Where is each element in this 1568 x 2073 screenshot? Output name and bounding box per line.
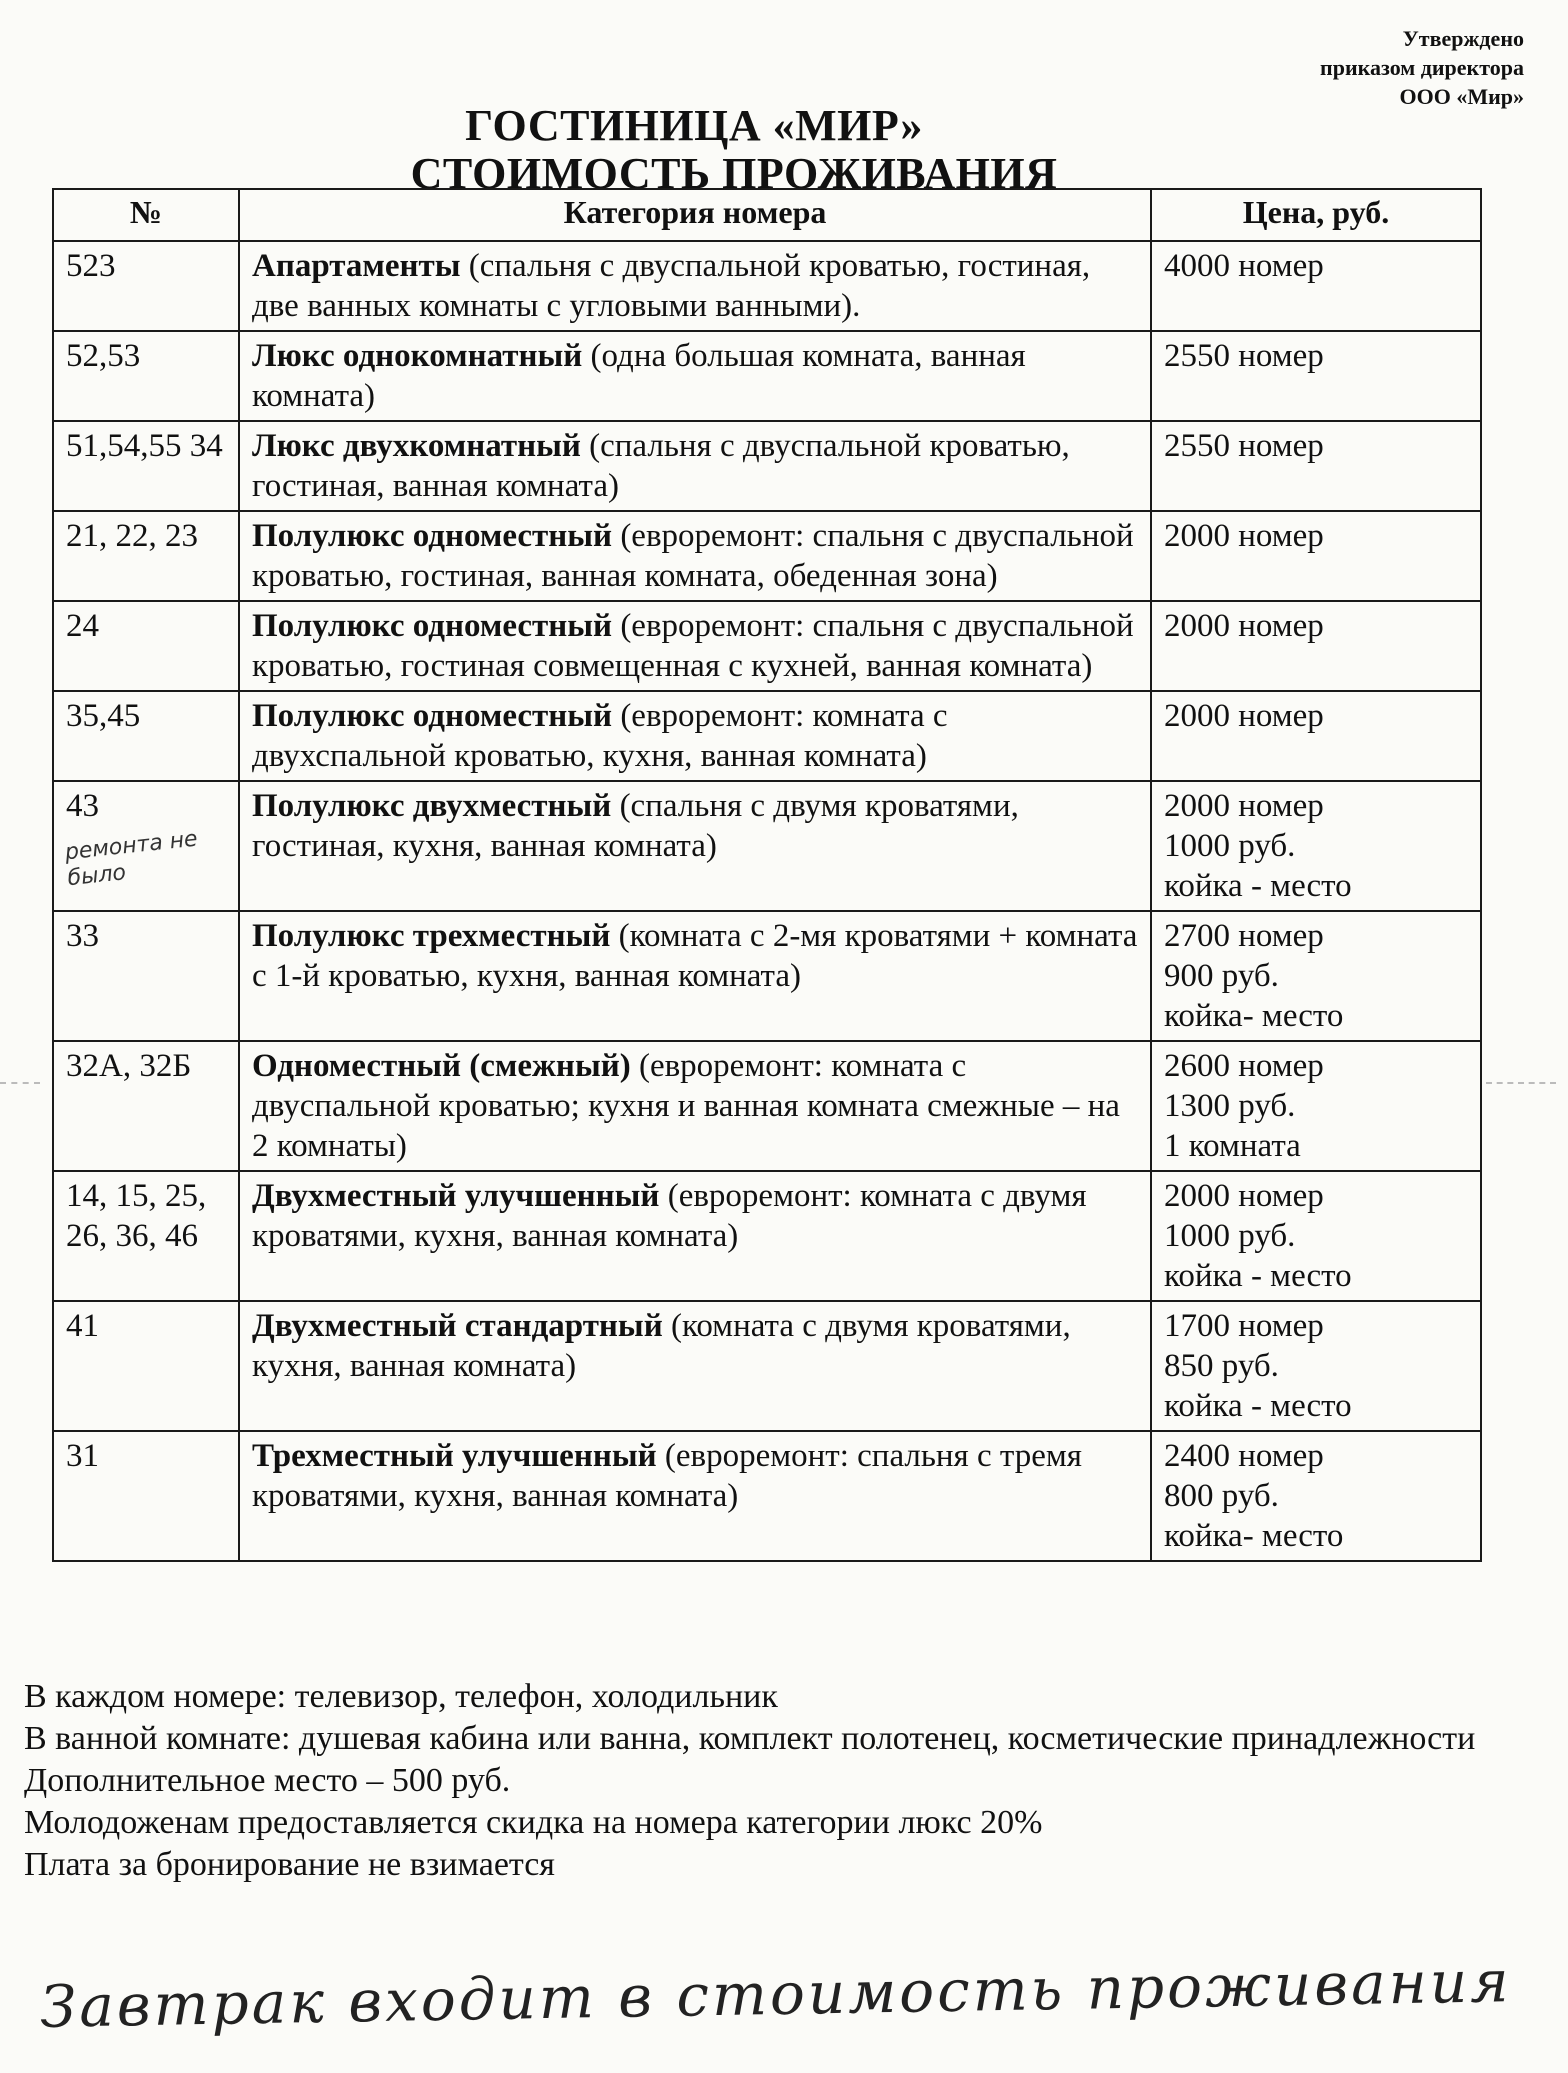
category-cell [239,601,1151,691]
header-price: Цена, руб. [1151,189,1481,241]
note-line: В каждом номере: телевизор, телефон, холодильник [24,1678,778,1715]
price-line: койка- место [1164,998,1344,1034]
price-cell [1151,1041,1481,1171]
price-line: 2000 номер [1164,788,1324,824]
price-cell [1151,331,1481,421]
price-line: 2000 номер [1164,698,1324,734]
room-numbers: 33 [66,918,99,954]
category-name: Трехместный улучшенный [252,1438,657,1474]
room-numbers-cell [53,511,239,601]
category-description: (евроремонт: спальня с тремя кроватями, кухня, ванная комната) [252,1438,1082,1514]
price-cell [1151,421,1481,511]
note-line: В ванной комнате: душевая кабина или ванна, комплект полотенец, косметические принадлежности [24,1720,1476,1757]
room-numbers: 52,53 [66,338,141,374]
price-line: 2550 номер [1164,338,1324,374]
amenities-notes [24,1676,1524,1886]
room-numbers: 523 [66,248,116,284]
table-row [53,421,1481,511]
room-numbers: 21, 22, 23 [66,518,198,554]
price-line: койка- место [1164,1518,1344,1554]
price-line: 4000 номер [1164,248,1324,284]
room-numbers-cell [53,1171,239,1301]
scan-artifact [0,1082,40,1084]
handwritten-note: Завтрак входит в стоимость проживания [39,1947,1513,2041]
category-description: (евроремонт: комната с двухспальной кроватью, кухня, ванная комната) [252,698,948,774]
price-cell [1151,691,1481,781]
category-name: Полулюкс одноместный [252,698,613,734]
category-cell [239,511,1151,601]
category-name: Люкс двухкомнатный [252,428,581,464]
approval-line: ООО «Мир» [1399,84,1524,109]
category-description: (одна большая комната, ванная комната) [252,338,1026,414]
header-category: Категория номера [239,189,1151,241]
category-description: (комната с 2-мя кроватями + комната с 1-й кроватью, кухня, ванная комната) [252,918,1138,994]
approval-line: Утверждено [1402,26,1524,51]
table-row [53,781,1481,911]
category-description: (спальня с двуспальной кроватью, гостиная, две ванных комнаты с угловыми ванными). [252,248,1091,324]
table-row [53,511,1481,601]
approval-stamp [1320,24,1524,111]
table-row [53,1431,1481,1561]
table-row [53,911,1481,1041]
category-description: (комната с двумя кроватями, кухня, ванная комната) [252,1308,1071,1384]
room-numbers-cell [53,1301,239,1431]
room-numbers-cell [53,911,239,1041]
price-table [52,188,1482,1562]
table-row [53,691,1481,781]
price-cell [1151,1431,1481,1561]
price-line: 2400 номер [1164,1438,1324,1474]
category-description: (евроремонт: комната с двумя кроватями, кухня, ванная комната) [252,1178,1087,1254]
category-name: Люкс однокомнатный [252,338,583,374]
category-description: (евроремонт: спальня с двуспальной кроватью, гостиная совмещенная с кухней, ванная комната) [252,608,1134,684]
table-row [53,241,1481,331]
price-line: 1700 номер [1164,1308,1324,1344]
room-numbers-cell [53,331,239,421]
price-line: 800 руб. [1164,1478,1279,1514]
category-name: Одноместный (смежный) [252,1048,631,1084]
handwritten-room-note: ремонта не было [63,826,199,892]
category-name: Апартаменты [252,248,461,284]
price-line: койка - место [1164,868,1352,904]
table-header-row [53,189,1481,241]
category-cell [239,241,1151,331]
approval-line: приказом директора [1320,55,1524,80]
room-numbers: 51,54,55 34 [66,428,223,464]
room-numbers-cell [53,1041,239,1171]
category-cell [239,1431,1151,1561]
category-name: Полулюкс одноместный [252,518,613,554]
room-numbers: 31 [66,1438,99,1474]
price-line: 2600 номер [1164,1048,1324,1084]
room-numbers-cell [53,421,239,511]
table-row [53,601,1481,691]
table-row [53,1301,1481,1431]
price-cell [1151,911,1481,1041]
price-line: койка - место [1164,1388,1352,1424]
category-cell [239,1041,1151,1171]
room-numbers: 24 [66,608,99,644]
room-numbers: 43 [66,788,99,824]
room-numbers-cell [53,601,239,691]
price-cell [1151,601,1481,691]
price-line: 850 руб. [1164,1348,1279,1384]
price-line: 1000 руб. [1164,1218,1296,1254]
price-line: 900 руб. [1164,958,1279,994]
price-cell [1151,241,1481,331]
price-line: 1 комната [1164,1128,1301,1164]
category-cell [239,421,1151,511]
category-name: Двухместный улучшенный [252,1178,660,1214]
room-numbers: 35,45 [66,698,141,734]
category-cell [239,691,1151,781]
price-line: койка - место [1164,1258,1352,1294]
price-line: 2000 номер [1164,1178,1324,1214]
room-numbers: 32А, 32Б [66,1048,192,1084]
room-numbers: 41 [66,1308,99,1344]
price-cell [1151,511,1481,601]
price-line: 2700 номер [1164,918,1324,954]
price-line: 2000 номер [1164,518,1324,554]
note-line: Плата за бронирование не взимается [24,1846,555,1883]
price-line: 2000 номер [1164,608,1324,644]
price-line: 1000 руб. [1164,828,1296,864]
room-numbers: 14, 15, 25, 26, 36, 46 [66,1178,207,1254]
room-numbers-cell [53,1431,239,1561]
price-list-title: СТОИМОСТЬ ПРОЖИВАНИЯ [410,149,1058,198]
room-numbers-cell [53,691,239,781]
category-name: Полулюкс двухместный [252,788,612,824]
note-line: Молодоженам предоставляется скидка на номера категории люкс 20% [24,1804,1043,1841]
table-row [53,1041,1481,1171]
category-description: (спальня с двуспальной кроватью, гостиная, ванная комната) [252,428,1070,504]
price-cell [1151,781,1481,911]
category-cell [239,781,1151,911]
price-cell [1151,1301,1481,1431]
category-name: Двухместный стандартный [252,1308,663,1344]
price-line: 2550 номер [1164,428,1324,464]
room-numbers-cell [53,781,239,911]
category-cell [239,331,1151,421]
hotel-title: ГОСТИНИЦА «МИР» [465,101,923,150]
category-description: (евроремонт: комната с двуспальной кроватью; кухня и ванная комната смежные – на 2 комнаты) [252,1048,1120,1164]
note-line: Дополнительное место – 500 руб. [24,1762,511,1799]
category-name: Полулюкс одноместный [252,608,613,644]
category-description: (спальня с двумя кроватями, гостиная, кухня, ванная комната) [252,788,1019,864]
scan-artifact [1486,1082,1556,1084]
category-description: (евроремонт: спальня с двуспальной кроватью, гостиная, ванная комната, обеденная зона) [252,518,1134,594]
category-cell [239,1171,1151,1301]
category-cell [239,1301,1151,1431]
category-name: Полулюкс трехместный [252,918,611,954]
room-numbers-cell [53,241,239,331]
category-cell [239,911,1151,1041]
price-cell [1151,1171,1481,1301]
table-row [53,1171,1481,1301]
header-number: № [53,189,239,241]
table-row [53,331,1481,421]
price-line: 1300 руб. [1164,1088,1296,1124]
